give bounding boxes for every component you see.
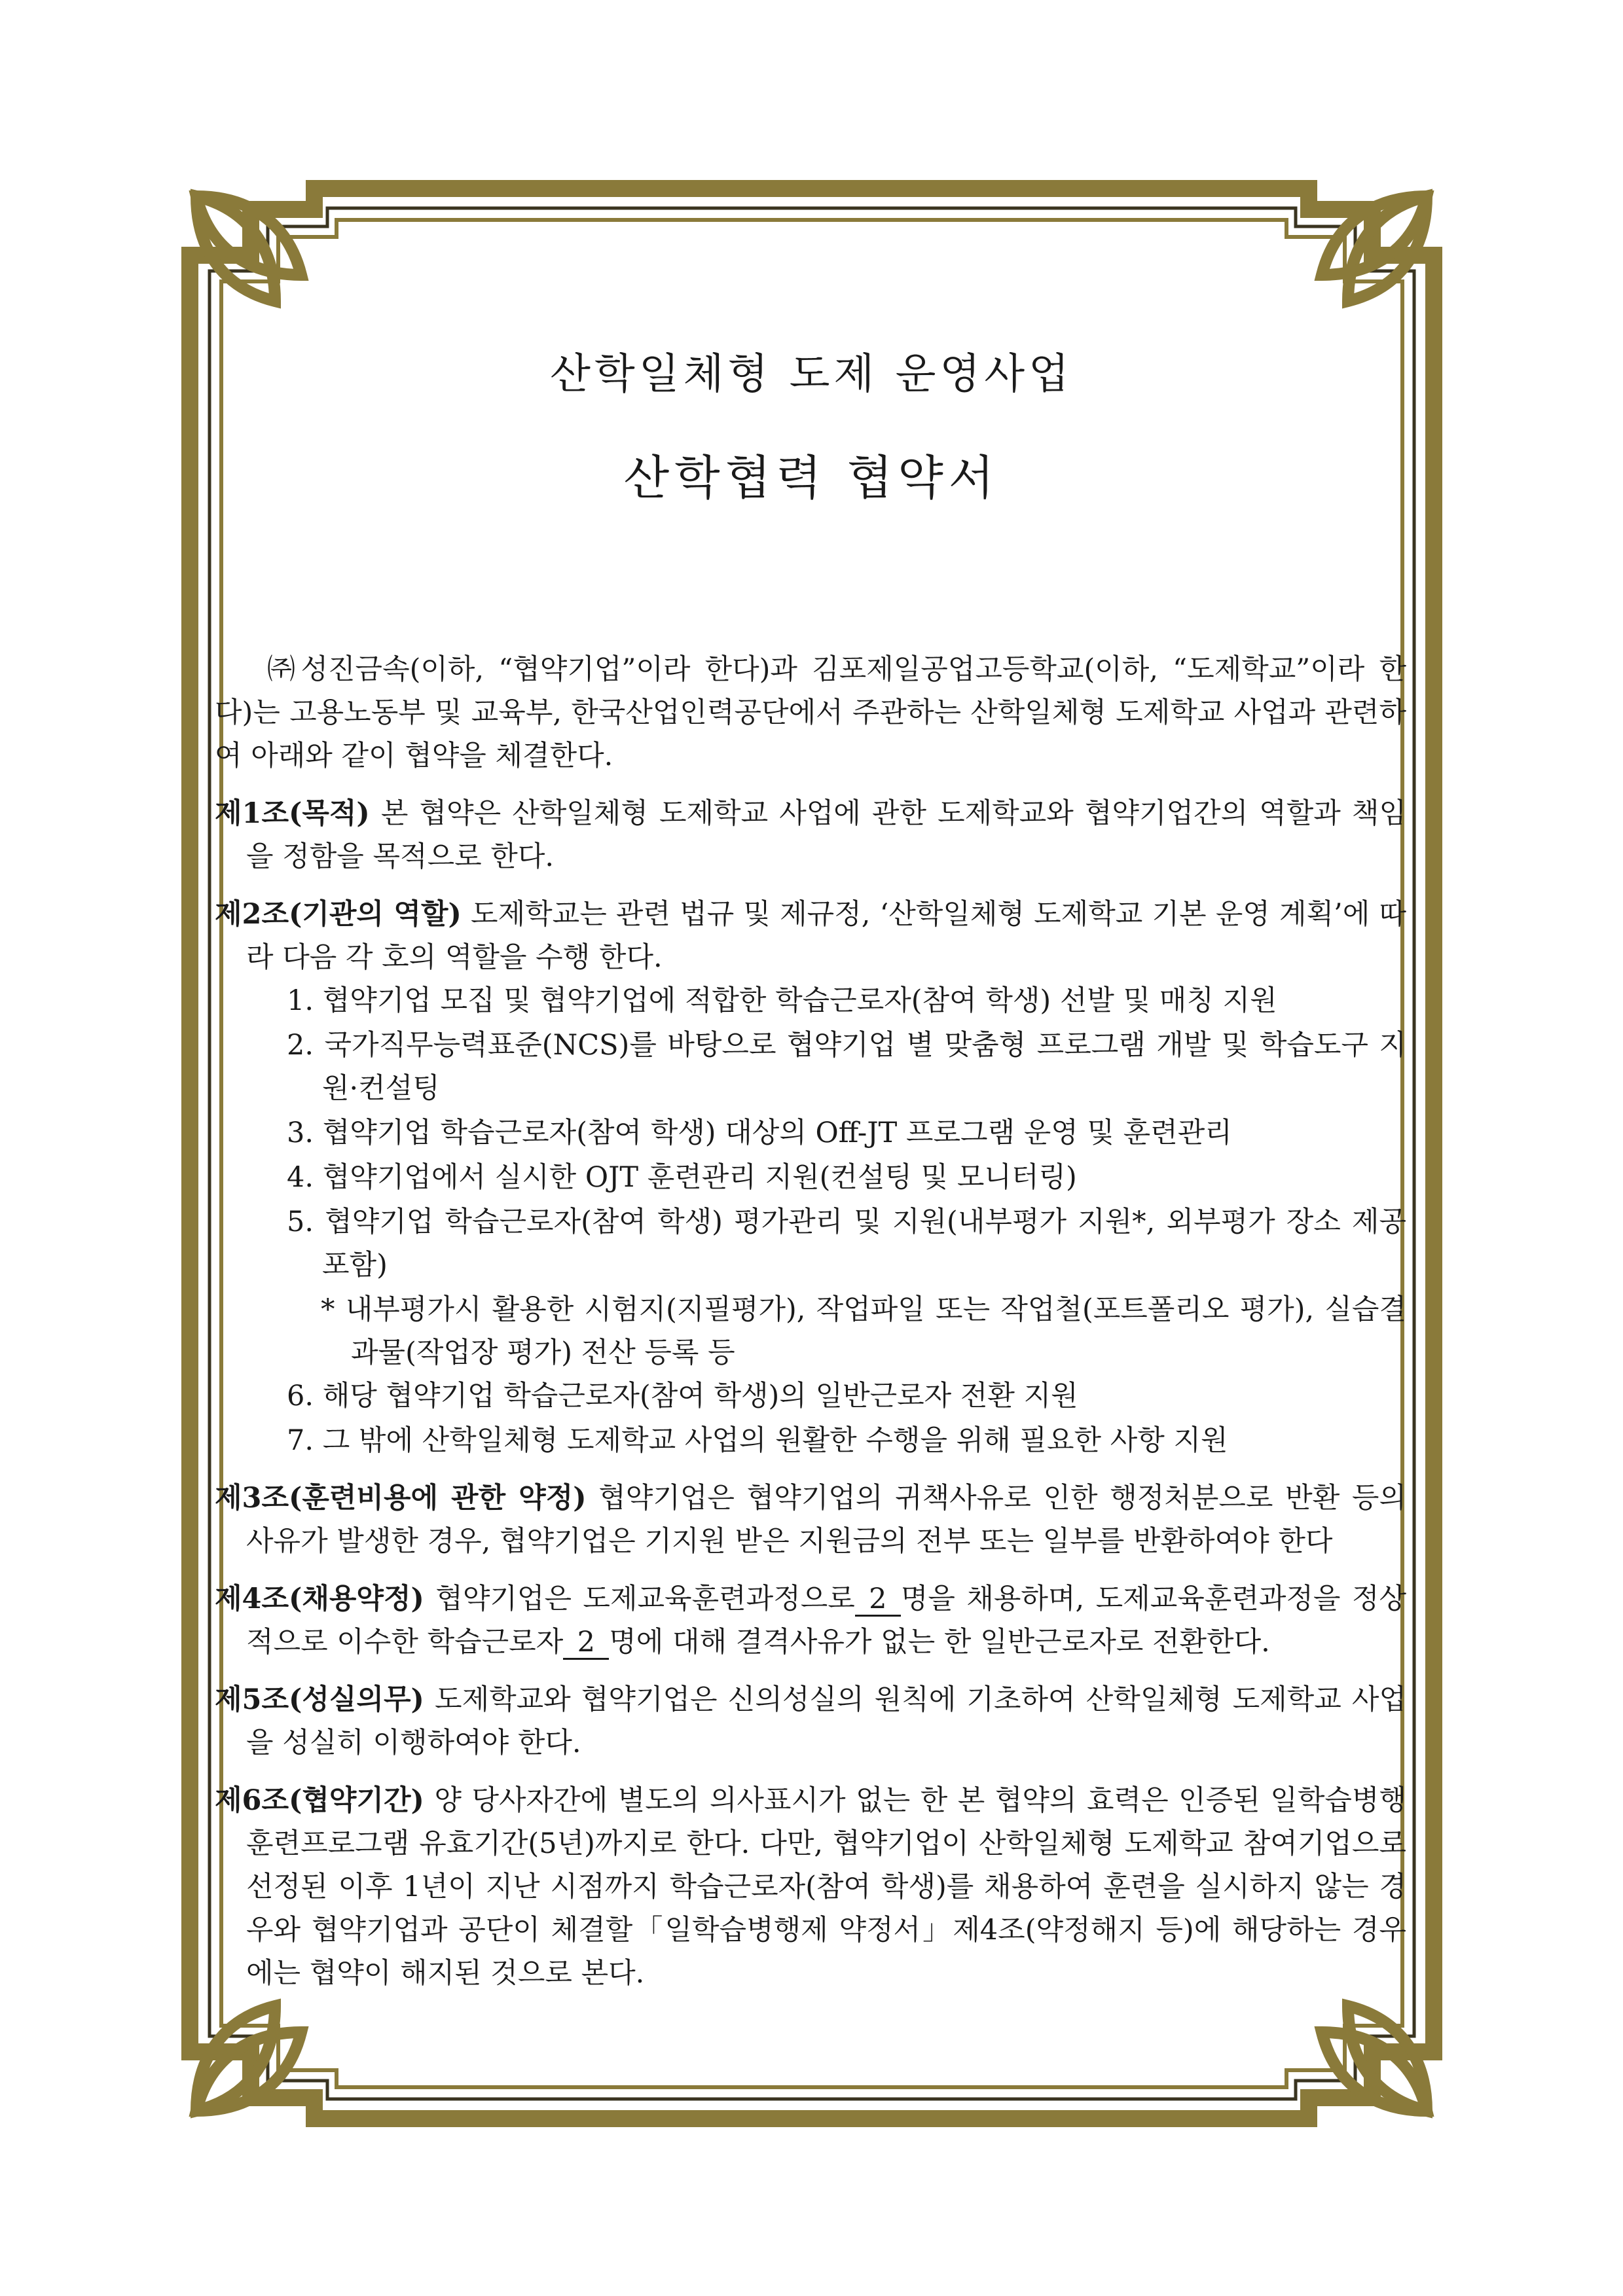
title-line-1: 산학일체형 도제 운영사업 (550, 350, 1073, 399)
article-4-text-part-1: 협약기업은 도제교육훈련과정으로 (435, 1583, 855, 1615)
article-1-heading: 제1조(목적) (215, 797, 370, 830)
title-line-2: 산학협력 협약서 (623, 450, 1000, 505)
article-6 (215, 1779, 1406, 1995)
article-5-text: 도제학교와 협약기업은 신의성실의 원칙에 기초하여 산학일체형 도제학교 사업을 성실히 이행하여야 한다. (246, 1683, 1407, 1759)
article-1-text: 본 협약은 산학일체형 도제학교 사업에 관한 도제학교와 협약기업간의 역할과 책임을 정함을 목적으로 한다. (246, 797, 1406, 873)
list-item: 3. 협약기업 학습근로자(참여 학생) 대상의 Off-JT 프로그램 운영 및 훈련관리 (287, 1117, 1232, 1149)
article-6-heading: 제6조(협약기간) (215, 1784, 424, 1817)
article-5 (215, 1678, 1406, 1765)
article-4-text-part-3: 명에 대해 결격사유가 없는 한 일반근로자로 전환한다. (609, 1626, 1270, 1659)
article-5-heading: 제5조(성실의무) (215, 1683, 424, 1716)
article-2-text: 도제학교는 관련 법규 및 제규정, ‘산학일체형 도제학교 기본 운영 계획’에 따라 다음 각 호의 역할을 수행 한다. (246, 898, 1406, 974)
list-item: 1. 협약기업 모집 및 협약기업에 적합한 학습근로자(참여 학생) 선발 및 매칭 지원 (287, 984, 1277, 1017)
article-4-heading: 제4조(채용약정) (215, 1583, 424, 1615)
hire-count-field: 2 (855, 1583, 901, 1617)
intro-paragraph: ㈜성진금속(이하, “협약기업”이라 한다)과 김포제일공업고등학교(이하, “도제학교”이라 한다)는 고용노동부 및 교육부, 한국산업인력공단에서 주관하는 산학일체형 도제학교 사업과 관련하여 아래와 같이 협약을 체결한다. (215, 653, 1406, 772)
article-3 (215, 1477, 1406, 1563)
article-2 (215, 893, 1406, 1462)
list-item: 7. 그 밖에 산학일체형 도제학교 사업의 원활한 수행을 위해 필요한 사항 지원 (287, 1424, 1228, 1457)
document-title (0, 340, 1623, 508)
article-3-text: 협약기업은 협약기업의 귀책사유로 인한 행정처분으로 반환 등의 사유가 발생한 경우, 협약기업은 기지원 받은 지원금의 전부 또는 일부를 반환하여야 한다 (246, 1482, 1407, 1558)
list-item: 4. 협약기업에서 실시한 OJT 훈련관리 지원(컨설팅 및 모니터링) (287, 1161, 1077, 1194)
article-2-item-list (246, 979, 1406, 1462)
item-5-footnote: * 내부평가시 활용한 시험지(지필평가), 작업파일 또는 작업철(포트폴리오 평가), 실습결과물(작업장 평가) 전산 등록 등 (321, 1293, 1406, 1369)
list-item: 6. 해당 협약기업 학습근로자(참여 학생)의 일반근로자 전환 지원 (287, 1380, 1078, 1412)
article-6-text: 양 당사자간에 별도의 의사표시가 없는 한 본 협약의 효력은 인증된 일학습병행 훈련프로그램 유효기간(5년)까지로 한다. 다만, 협약기업이 산학일체형 도제학교 참여기업으로 선정된 이후 1년이 지난 시점까지 학습근로자(참여 학생)를 채용하여 훈련을 실시하지 않는 경우와 협약기업과 공단이 체결할「일학습병행제 약정서」제4조(약정해지 등)에 해당하는 경우에는 협약이 해지된 것으로 본다. (246, 1784, 1406, 1990)
agreement-body (215, 648, 1406, 2009)
article-2-heading: 제2조(기관의 역할) (215, 898, 462, 931)
article-4-text-part-2: 명을 채용하며, 도제교육훈련과정을 정상적으로 이수한 학습근로자 (246, 1583, 1406, 1659)
list-item: 5. 협약기업 학습근로자(참여 학생) 평가관리 및 지원(내부평가 지원*, 외부평가 장소 제공 포함) (287, 1206, 1406, 1282)
article-4 (215, 1577, 1406, 1664)
convert-count-field: 2 (563, 1626, 609, 1660)
list-item: 2. 국가직무능력표준(NCS)를 바탕으로 협약기업 별 맞춤형 프로그램 개발 및 학습도구 지원·컨설팅 (287, 1029, 1406, 1105)
article-1 (215, 792, 1406, 878)
article-3-heading: 제3조(훈련비용에 관한 약정) (215, 1482, 587, 1515)
